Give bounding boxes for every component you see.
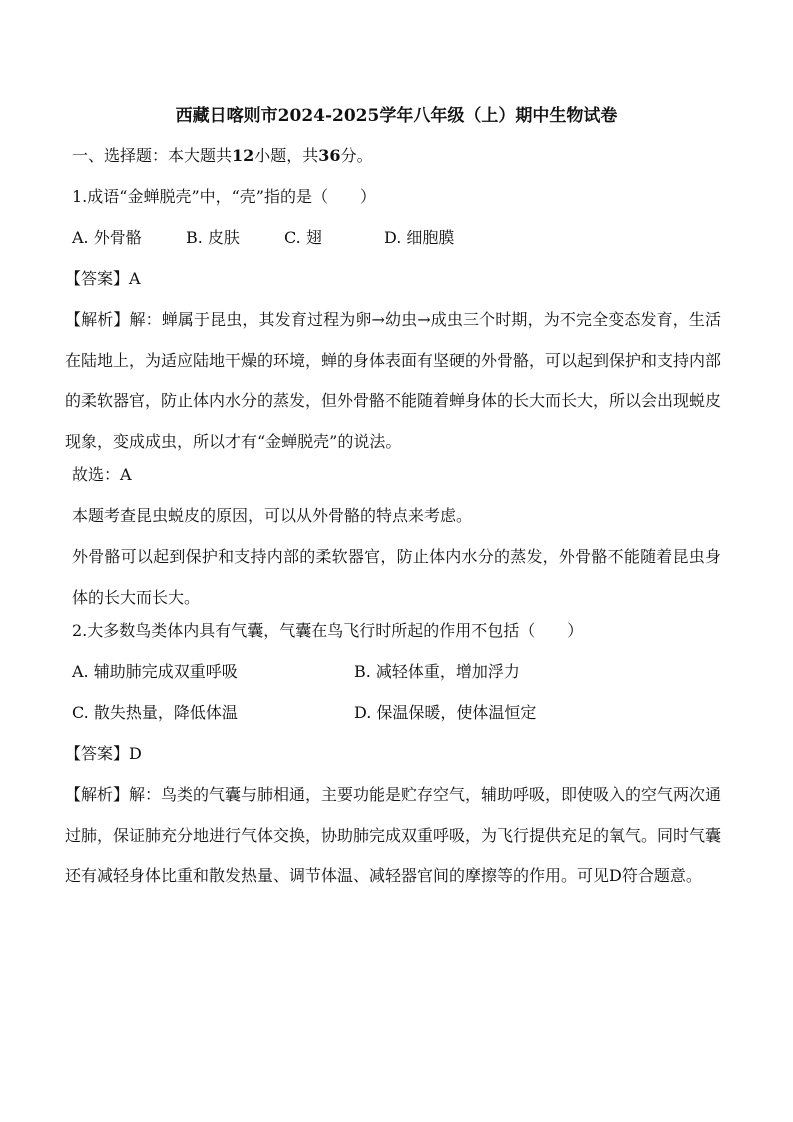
section-mid: 小题，共 xyxy=(254,146,319,165)
option-d: D. 保温保暖，使体温恒定 xyxy=(354,703,537,722)
question-1-answer: 【答案】A xyxy=(65,269,141,288)
question-1-note-1: 本题考查昆虫蜕皮的原因，可以从外骨骼的特点来考虑。 xyxy=(72,506,473,525)
question-count: 12 xyxy=(232,146,255,165)
option-b: B. 减轻体重，增加浮力 xyxy=(354,662,520,681)
question-2-analysis: 【解析】解：鸟类的气囊与肺相通，主要功能是贮存空气，辅助呼吸，即使吸入的空气两次通过肺，保证肺充分地进行气体交换，协助肺完成双重呼吸，为飞行提供充足的氧气。同时气囊还有减轻身体比重和散发热量、调节体温、减轻器官间的摩擦等的作用。可见D符合题意。 xyxy=(65,785,722,885)
option-b: B. 皮肤 xyxy=(186,228,240,247)
question-1-options xyxy=(72,226,721,250)
question-1-note-2: 外骨骼可以起到保护和支持内部的柔软器官，防止体内水分的蒸发，外骨骼不能随着昆虫身体的长大而长大。 xyxy=(72,547,721,607)
option-a: A. 外骨骼 xyxy=(72,228,142,247)
question-2-options-row-1 xyxy=(72,660,721,684)
option-c: C. 散失热量，降低体温 xyxy=(72,703,238,722)
question-1-stem: 1.成语“金蝉脱壳”中，“壳”指的是（ ） xyxy=(72,187,376,206)
option-d: D. 细胞膜 xyxy=(384,228,455,247)
page-title: 西藏日喀则市2024-2025学年八年级（上）期中生物试卷 xyxy=(175,106,618,126)
option-c: C. 翅 xyxy=(284,228,322,247)
option-a: A. 辅助肺完成双重呼吸 xyxy=(72,662,238,681)
question-2-answer: 【答案】D xyxy=(65,744,142,763)
section-suffix: 分。 xyxy=(340,146,373,165)
question-2-options-row-2 xyxy=(72,701,721,725)
section-heading xyxy=(72,144,721,168)
question-1-analysis: 【解析】解：蝉属于昆虫，其发育过程为卵→幼虫→成虫三个时期，为不完全变态发育，生活在陆地上，为适应陆地干燥的环境，蝉的身体表面有坚硬的外骨骼，可以起到保护和支持内部的柔软器官，防止体内水分的蒸发，但外骨骼不能随着蝉身体的长大而长大，所以会出现蜕皮现象，变成成虫，所以才有“金蝉脱壳”的说法。 xyxy=(65,310,722,451)
section-prefix: 一、选择题：本大题共 xyxy=(72,146,233,165)
total-score: 36 xyxy=(318,146,341,165)
question-2-stem: 2.大多数鸟类体内具有气囊，气囊在鸟飞行时所起的作用不包括（ ） xyxy=(72,621,584,640)
question-1-choice: 故选：A xyxy=(72,465,132,484)
